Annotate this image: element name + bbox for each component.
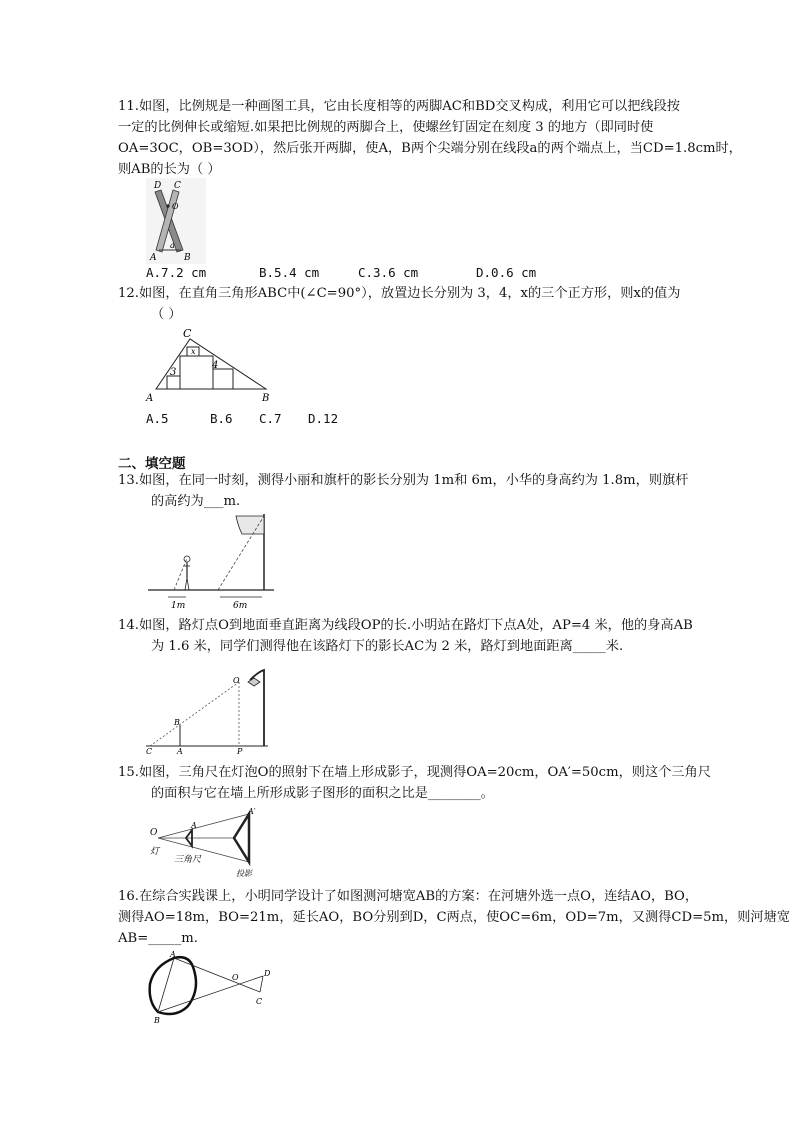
q16-line-3: AB=_____m.	[118, 931, 198, 946]
q12-triangle-squares-figure	[140, 325, 280, 403]
q12-option-a: A.5	[146, 411, 169, 426]
q11-option-a: A.7.2 cm	[146, 265, 207, 280]
q11-line-3: OA=3OC，OB=3OD），然后张开两脚，使A，B两个尖端分别在线段a的两个端点上，当CD=1.8cm时，	[118, 141, 742, 156]
q15-ruler-shadow-figure	[146, 807, 276, 880]
q12-line-1: 12.如图，在直角三角形ABC中(∠C=90°），放置边长分别为 3，4，x的三个正方形，则x的值为	[118, 286, 681, 301]
q11-label-C: C	[174, 181, 181, 191]
q13-flagpole-shadow-figure	[146, 512, 276, 612]
q13-line-2: 的高约为___m.	[151, 494, 241, 509]
q11-option-d: D.0.6 cm	[476, 265, 537, 280]
q14-label-B: B	[174, 718, 180, 727]
q13-line-1: 13.如图，在同一时刻，测得小丽和旗杆的影长分别为 1m和 6m，小华的身高约为 1.8m，则旗杆	[118, 473, 689, 488]
q12-option-d: D.12	[308, 411, 339, 426]
q11-option-c: C.3.6 cm	[358, 265, 419, 280]
q15-label-A-prime: A′	[248, 807, 256, 816]
question-15-text	[118, 762, 711, 804]
q15-line-2: 的面积与它在墙上所形成影子图形的面积之比是________。	[151, 786, 494, 801]
q15-label-O: O	[150, 828, 158, 838]
q11-line-1: 11.如图，比例规是一种画图工具，它由长度相等的两脚AC和BD交叉构成，利用它可以把线段按	[118, 99, 680, 114]
q11-label-a: a	[170, 241, 175, 250]
q14-streetlight-figure	[144, 668, 274, 756]
question-12-text	[118, 283, 702, 325]
q12-line-2: （ ）	[151, 307, 182, 322]
question-14-text	[118, 615, 702, 657]
q12-label-C: C	[183, 327, 192, 340]
q11-label-A: A	[150, 253, 157, 263]
q16-label-B: B	[154, 1016, 160, 1025]
q15-label-lamp: 灯	[150, 847, 160, 857]
q15-label-A: A	[191, 821, 197, 830]
q14-label-A: A	[177, 747, 183, 756]
q16-line-1: 16.在综合实践课上，小明同学设计了如图测河塘宽AB的方案：在河塘外选一点O，连结AO，BO，	[118, 889, 699, 904]
q14-label-P: P	[237, 747, 243, 756]
q16-label-D: D	[264, 969, 271, 978]
q15-label-ruler: 三角尺	[174, 855, 202, 865]
q13-label-6m: 6m	[233, 601, 248, 611]
question-16-text	[118, 886, 790, 949]
q11-line-2: 一定的比例伸长或缩短.如果把比例规的两脚合上，使螺丝钉固定在刻度 3 的地方（即同时使	[118, 120, 654, 135]
q12-option-b: B.6	[210, 411, 233, 426]
q11-label-O: O	[172, 202, 179, 211]
q16-line-2: 测得AO=18m，BO=21m，延长AO，BO分别到D，C两点，使OC=6m，OD=7m，又测得CD=5m，则河塘宽	[118, 910, 790, 925]
q14-line-2: 为 1.6 米，同学们测得他在该路灯下的影长AC为 2 米，路灯到地面距离_____米.	[151, 639, 624, 654]
question-11-text	[118, 96, 742, 180]
q16-label-O: O	[232, 973, 239, 982]
q12-label-x: x	[191, 347, 196, 356]
q12-label-B: B	[262, 393, 270, 404]
q16-pond-width-figure	[144, 950, 274, 1028]
q14-label-O: O	[233, 676, 240, 685]
q15-label-shadow: 投影	[236, 869, 252, 878]
q11-proportional-compass-figure	[146, 178, 206, 264]
q15-line-1: 15.如图，三角尺在灯泡O的照射下在墙上形成影子，现测得OA=20cm，OA′=50cm，则这个三角尺	[118, 765, 711, 780]
question-13-text	[118, 470, 702, 512]
q13-label-1m: 1m	[171, 601, 186, 611]
q11-label-B: B	[184, 253, 191, 263]
q12-label-3: 3	[170, 367, 177, 378]
section-title: 二、填空题	[118, 456, 186, 472]
q16-label-C: C	[256, 997, 263, 1006]
q16-label-A: A	[170, 950, 176, 959]
q11-option-b: B.5.4 cm	[259, 265, 320, 280]
q14-line-1: 14.如图，路灯点O到地面垂直距离为线段OP的长.小明站在路灯下点A处，AP=4 米，他的身高AB	[118, 618, 693, 633]
q11-line-4: 则AB的长为（ ）	[118, 162, 221, 177]
q12-option-c: C.7	[259, 411, 282, 426]
q12-label-4: 4	[212, 360, 219, 371]
q12-label-A: A	[146, 393, 154, 404]
q11-label-D: D	[154, 181, 162, 191]
q14-label-C: C	[146, 747, 153, 756]
